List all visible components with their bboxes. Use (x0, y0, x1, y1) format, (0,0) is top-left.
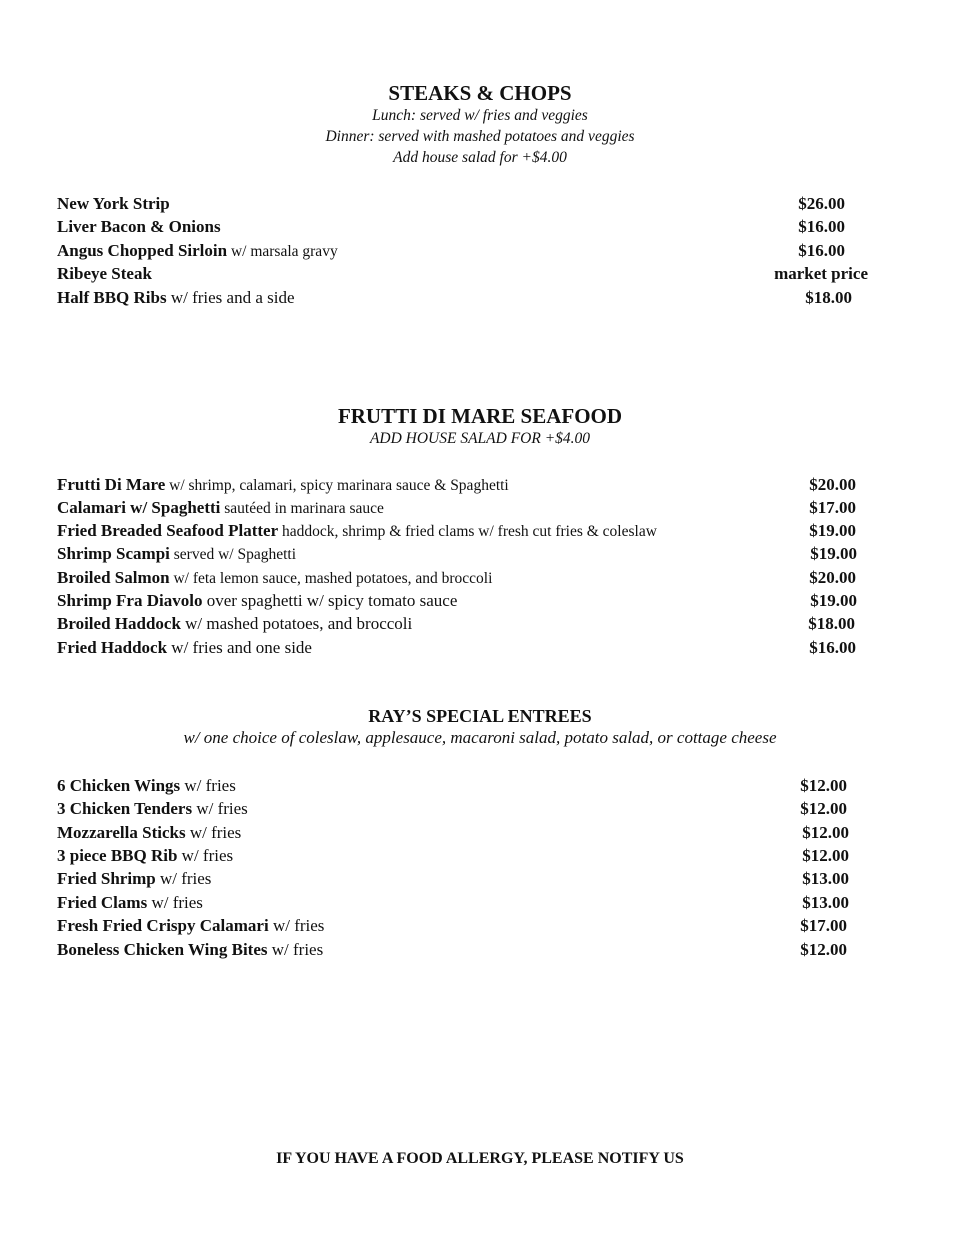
item-desc: w/ fries (268, 916, 325, 935)
item-name: Fried Haddock (57, 638, 168, 657)
item-name: Calamari w/ Spaghetti (57, 498, 221, 517)
item-name: 3 piece BBQ Rib (57, 846, 178, 865)
item-name: Ribeye Steak (57, 264, 152, 283)
item-name: Frutti Di Mare (57, 475, 166, 494)
item-name: 6 Chicken Wings (57, 776, 181, 795)
item-price: $16.00 (798, 217, 845, 236)
item-name: Fried Shrimp (57, 869, 156, 888)
seafood-title: FRUTTI DI MARE SEAFOOD (337, 404, 623, 428)
item-desc: w/ fries (185, 823, 242, 842)
item-desc: w/ fries and a side (166, 288, 295, 307)
item-name: Fried Clams (57, 893, 148, 912)
steaks-title: STEAKS & CHOPS (388, 81, 572, 105)
steaks-header (0, 81, 960, 168)
item-price: $16.00 (798, 241, 845, 260)
item-price: $18.00 (805, 288, 852, 307)
item-price: $12.00 (802, 823, 849, 842)
item-name: Broiled Salmon (57, 568, 170, 587)
item-desc: sautéed in marinara sauce (220, 500, 384, 517)
item-desc: w/ fries (177, 846, 234, 865)
menu-item-shrimp-fra-diavolo (57, 589, 457, 612)
item-name: 3 Chicken Tenders (57, 799, 193, 818)
item-desc: w/ mashed potatoes, and broccoli (180, 614, 413, 633)
item-name: Fried Breaded Seafood Platter (57, 521, 279, 540)
item-name: Boneless Chicken Wing Bites (57, 940, 268, 959)
menu-item-ribeye-steak (57, 262, 152, 285)
item-name: Angus Chopped Sirloin (57, 241, 228, 260)
menu-item-calamari-spaghetti (57, 496, 384, 519)
item-desc: w/ fries (147, 893, 203, 912)
menu-item-fried-clams (57, 891, 203, 914)
menu-item-fried-breaded-seafood-platter (57, 519, 657, 542)
item-price: $13.00 (802, 869, 849, 888)
seafood-header (0, 404, 960, 449)
menu-item-shrimp-scampi (57, 542, 296, 565)
specials-note: w/ one choice of coleslaw, applesauce, macaroni salad, potato salad, or cottage cheese (183, 728, 777, 747)
item-price: $16.00 (809, 638, 856, 657)
item-price: $19.00 (809, 521, 856, 540)
menu-item-boneless-wing-bites (57, 938, 323, 961)
item-desc: w/ marsala gravy (227, 243, 338, 260)
item-price: $26.00 (798, 194, 845, 213)
menu-item-fried-haddock (57, 636, 312, 659)
item-desc: served w/ Spaghetti (169, 546, 297, 563)
steaks-note-lunch: Lunch: served w/ fries and veggies (372, 107, 588, 124)
menu-item-bbq-rib (57, 844, 233, 867)
menu-item-frutti-di-mare (57, 473, 509, 496)
item-desc: w/ fries (180, 776, 236, 795)
menu-item-liver-bacon-onions (57, 215, 221, 238)
item-desc: w/ fries and one side (167, 638, 312, 657)
item-price: $12.00 (800, 799, 847, 818)
item-price: $17.00 (800, 916, 847, 935)
item-desc: haddock, shrimp & fried clams w/ fresh cut fries & coleslaw (278, 523, 657, 540)
item-price: $12.00 (800, 940, 847, 959)
menu-item-broiled-haddock (57, 612, 412, 635)
item-price: $19.00 (810, 591, 857, 610)
item-name: Broiled Haddock (57, 614, 181, 633)
item-desc: w/ feta lemon sauce, mashed potatoes, and broccoli (169, 570, 493, 587)
item-desc: w/ shrimp, calamari, spicy marinara sauce & Spaghetti (165, 477, 509, 494)
item-price: $17.00 (809, 498, 856, 517)
menu-item-broiled-salmon (57, 566, 492, 589)
item-price: $18.00 (808, 614, 855, 633)
item-desc: w/ fries (192, 799, 248, 818)
item-price: $20.00 (809, 475, 856, 494)
menu-item-mozzarella-sticks (57, 821, 241, 844)
item-price: $19.00 (810, 544, 857, 563)
item-name: Liver Bacon & Onions (57, 217, 221, 236)
item-name: Shrimp Fra Diavolo (57, 591, 203, 610)
menu-item-chicken-wings (57, 774, 236, 797)
item-price: $13.00 (802, 893, 849, 912)
menu-item-half-bbq-ribs (57, 286, 295, 309)
item-name: Mozzarella Sticks (57, 823, 186, 842)
item-desc: w/ fries (267, 940, 324, 959)
item-price: $12.00 (802, 846, 849, 865)
item-name: New York Strip (57, 194, 170, 213)
item-price: market price (774, 264, 868, 283)
item-price: $12.00 (800, 776, 847, 795)
steaks-note-salad: Add house salad for +$4.00 (393, 149, 567, 166)
item-name: Fresh Fried Crispy Calamari (57, 916, 269, 935)
menu-item-crispy-calamari (57, 914, 324, 937)
menu-item-chicken-tenders (57, 797, 248, 820)
menu-item-fried-shrimp (57, 867, 211, 890)
item-desc: w/ fries (155, 869, 212, 888)
steaks-note-dinner: Dinner: served with mashed potatoes and veggies (325, 128, 635, 145)
specials-header (0, 705, 960, 749)
item-name: Shrimp Scampi (57, 544, 170, 563)
item-desc: over spaghetti w/ spicy tomato sauce (202, 591, 458, 610)
menu-item-angus-chopped-sirloin (57, 239, 338, 262)
item-name: Half BBQ Ribs (57, 288, 167, 307)
allergy-notice: IF YOU HAVE A FOOD ALLERGY, PLEASE NOTIFY US (276, 1150, 684, 1167)
menu-item-new-york-strip (57, 192, 170, 215)
specials-title: RAY’S SPECIAL ENTREES (368, 706, 592, 726)
seafood-note: ADD HOUSE SALAD FOR +$4.00 (369, 430, 591, 447)
item-price: $20.00 (809, 568, 856, 587)
